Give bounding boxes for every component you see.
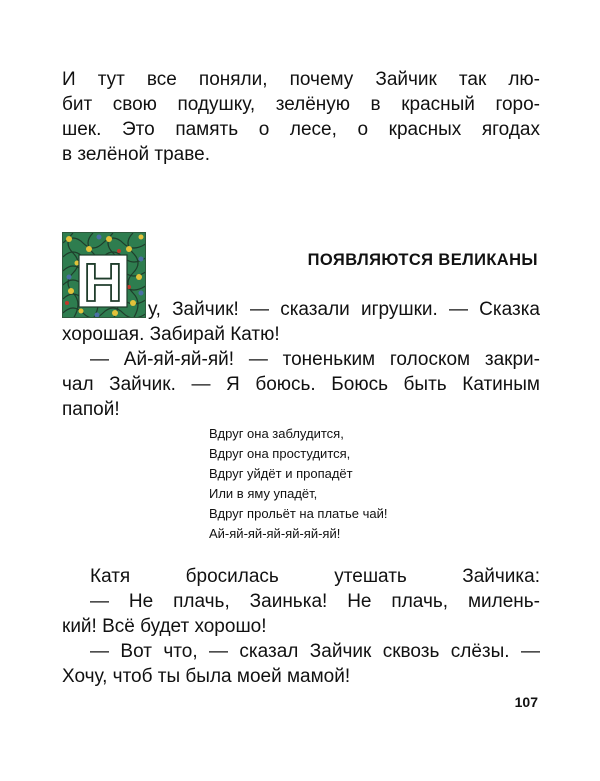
paragraph-1: [62, 67, 540, 167]
text-line: в зелёной траве.: [62, 144, 210, 165]
text-line: хорошая. Забирай Катю!: [62, 324, 280, 345]
poem-line: Вдруг она простудится,: [209, 446, 351, 461]
chapter-title: ПОЯВЛЯЮТСЯ ВЕЛИКАНЫ: [307, 251, 538, 269]
text-line: кий! Всё будет хорошо!: [62, 616, 267, 637]
paragraph-2: [62, 297, 540, 422]
poem-line: Вдруг прольёт на платье чай!: [209, 506, 388, 521]
poem-line: Или в яму упадёт,: [209, 486, 318, 501]
text-line: Катя бросилась утешать Зайчика:: [90, 566, 540, 587]
page-number: 107: [514, 694, 538, 710]
text-line: — Ай-яй-яй-яй! — тоненьким голоском закри-: [90, 349, 540, 370]
drop-cap-letter: Н: [83, 253, 123, 313]
text-line: у, Зайчик! — сказали игрушки. — Сказка: [148, 299, 540, 320]
poem-line: Ай-яй-яй-яй-яй-яй-яй!: [209, 526, 341, 541]
poem-line: Вдруг уйдёт и пропадёт: [209, 466, 353, 481]
text-line: чал Зайчик. — Я боюсь. Боюсь быть Катиным: [62, 374, 540, 395]
text-line: бит свою подушку, зелёную в красный горо-: [62, 94, 540, 115]
text-line: папой!: [62, 399, 120, 420]
poem: [209, 424, 387, 544]
poem-line: Вдруг она заблудится,: [209, 426, 344, 441]
text-line: шек. Это память о лесе, о красных ягодах: [62, 119, 540, 140]
text-line: — Вот что, — сказал Зайчик сквозь слёзы. —: [90, 641, 540, 662]
text-line: Хочу, чтоб ты была моей мамой!: [62, 666, 351, 687]
text-line: — Не плачь, Заинька! Не плачь, милень-: [90, 591, 540, 612]
paragraph-3: [62, 564, 540, 689]
text-line: И тут все поняли, почему Зайчик так лю-: [62, 69, 540, 90]
